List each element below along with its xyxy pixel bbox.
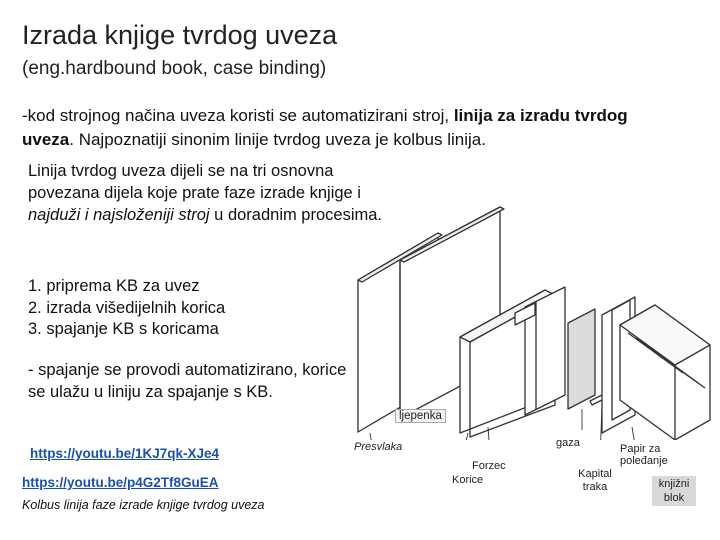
label-book-block: knjižni blok: [652, 476, 696, 506]
page-title: Izrada knjige tvrdog uveza: [22, 20, 338, 50]
line-description-italic: najduži i najsloženiji stroj: [28, 206, 210, 224]
intro-prefix: -kod strojnog načina uveza koristi se automatizirani stroj,: [22, 106, 454, 125]
step-item: 2. izrada višedijelnih korica: [28, 298, 226, 317]
intro-paragraph: [22, 104, 682, 152]
gauze-shape: [568, 309, 595, 409]
label-headband: Kapital traka: [578, 468, 612, 493]
label-cover-cloth: Presvlaka: [354, 441, 403, 453]
line-description-text1: Linija tvrdog uveza dijeli se na tri osnovna povezana dijela koje prate faze izrade knjige i: [28, 162, 361, 202]
step-item: 3. spajanje KB s koricama: [28, 320, 219, 338]
joining-note: - spajanje se provodi automatizirano, korice se ulažu u liniju za spajanje s KB.: [28, 361, 347, 401]
video-link-1[interactable]: https://youtu.be/1KJ7qk-XJe4: [30, 446, 220, 461]
page-subtitle: (eng.hardbound book, case binding): [22, 58, 327, 79]
diagram-caption: Kolbus linija faze izrade knjige tvrdog uveza: [22, 498, 265, 512]
label-forzec: Forzec: [472, 460, 506, 472]
label-board: ljepenka: [395, 409, 446, 423]
line-description-text2: u doradnim procesima.: [209, 206, 383, 224]
book-block-shape: [620, 305, 710, 440]
label-covers: Korice: [452, 474, 484, 486]
label-lining-paper: Papir za poleđanje: [620, 443, 668, 467]
video-link-2[interactable]: https://youtu.be/p4G2Tf8GuEA: [22, 475, 219, 490]
intro-suffix: . Najpoznatiji sinonim linije tvrdog uveza je kolbus linija.: [69, 130, 486, 149]
step-item: 1. priprema KB za uvez: [28, 277, 200, 295]
case-binding-diagram: [350, 205, 720, 440]
intro-bold: linija za izradu tvrdog uveza: [22, 106, 628, 149]
steps-list: [28, 276, 225, 341]
label-gauze: gaza: [556, 437, 580, 449]
